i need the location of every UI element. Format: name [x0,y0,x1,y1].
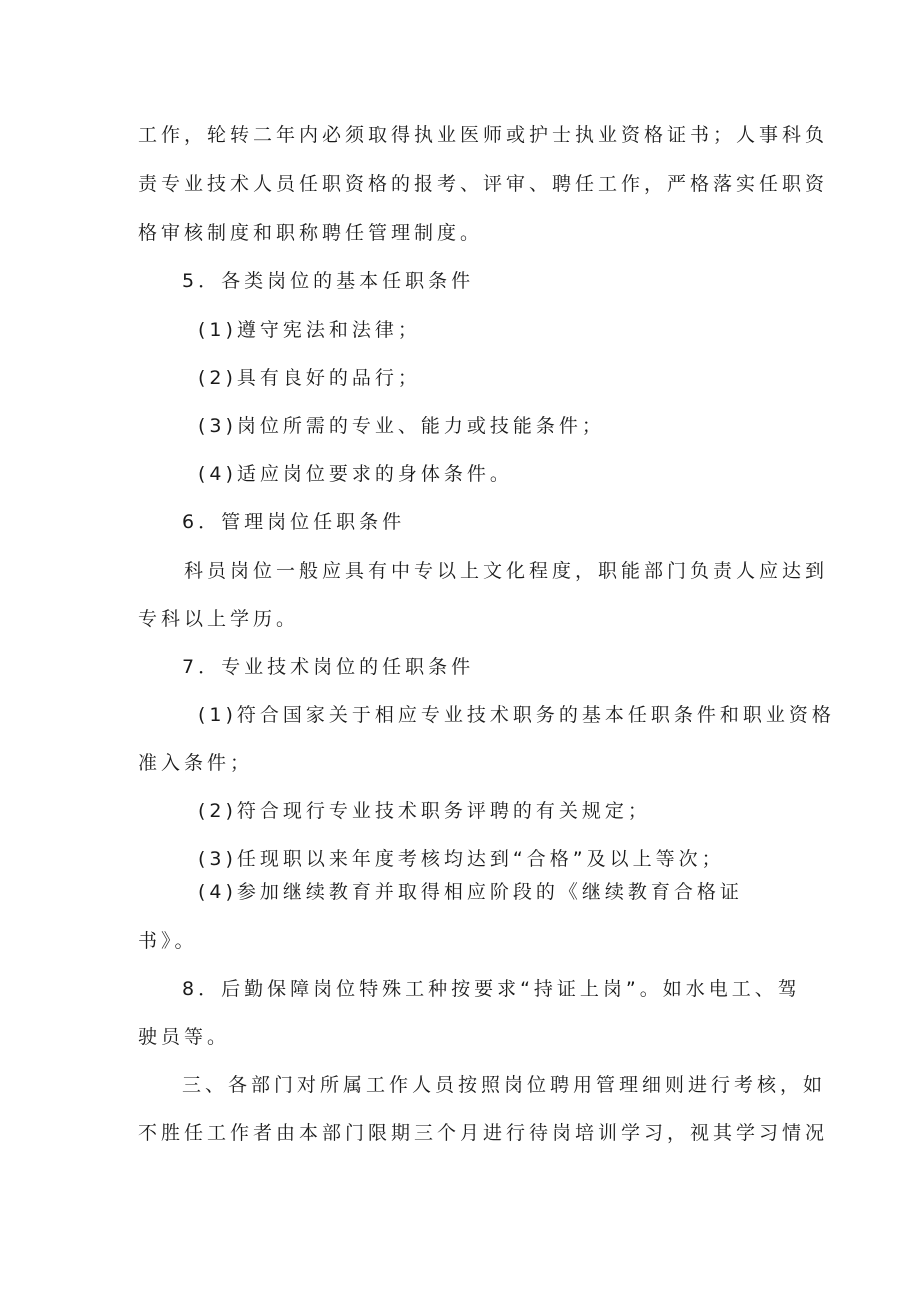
paragraph-line: 格审核制度和职称聘任管理制度。 [138,222,484,244]
list-item: (1)符合国家关于相应专业技术职务的基本任职条件和职业资格 [198,704,835,726]
paragraph-line: 工作，轮转二年内必须取得执业医师或护士执业资格证书；人事科负 [138,124,829,146]
section-heading-3: 三、各部门对所属工作人员按照岗位聘用管理细则进行考核，如 [182,1074,827,1096]
list-item: (4)适应岗位要求的身体条件。 [198,463,513,485]
list-item: (2)符合现行专业技术职务评聘的有关规定； [198,800,651,822]
paragraph-line: 不胜任工作者由本部门限期三个月进行待岗培训学习，视其学习情况 [138,1122,829,1144]
list-item-continuation: 书》。 [138,930,198,952]
list-item: (3)岗位所需的专业、能力或技能条件； [198,415,605,437]
section-heading-6: 6．管理岗位任职条件 [182,511,406,533]
paragraph-line: 驶员等。 [138,1026,231,1048]
list-item: (4)参加继续教育并取得相应阶段的《继续教育合格证 [198,881,743,903]
paragraph-line: 责专业技术人员任职资格的报考、评审、聘任工作，严格落实任职资 [138,173,829,195]
list-item: (1)遵守宪法和法律； [198,319,421,341]
list-item: (2)具有良好的品行； [198,367,421,389]
section-heading-8: 8．后勤保障岗位特殊工种按要求“持证上岗”。如水电工、驾 [182,978,801,1000]
list-item-continuation: 准入条件； [138,752,254,774]
paragraph-line: 专科以上学历。 [138,608,300,630]
section-heading-7: 7．专业技术岗位的任职条件 [182,656,475,678]
section-heading-5: 5．各类岗位的基本任职条件 [182,270,475,292]
list-item: (3)任现职以来年度考核均达到“合格”及以上等次； [198,848,725,870]
paragraph-line: 科员岗位一般应具有中专以上文化程度，职能部门负责人应达到 [184,560,829,582]
